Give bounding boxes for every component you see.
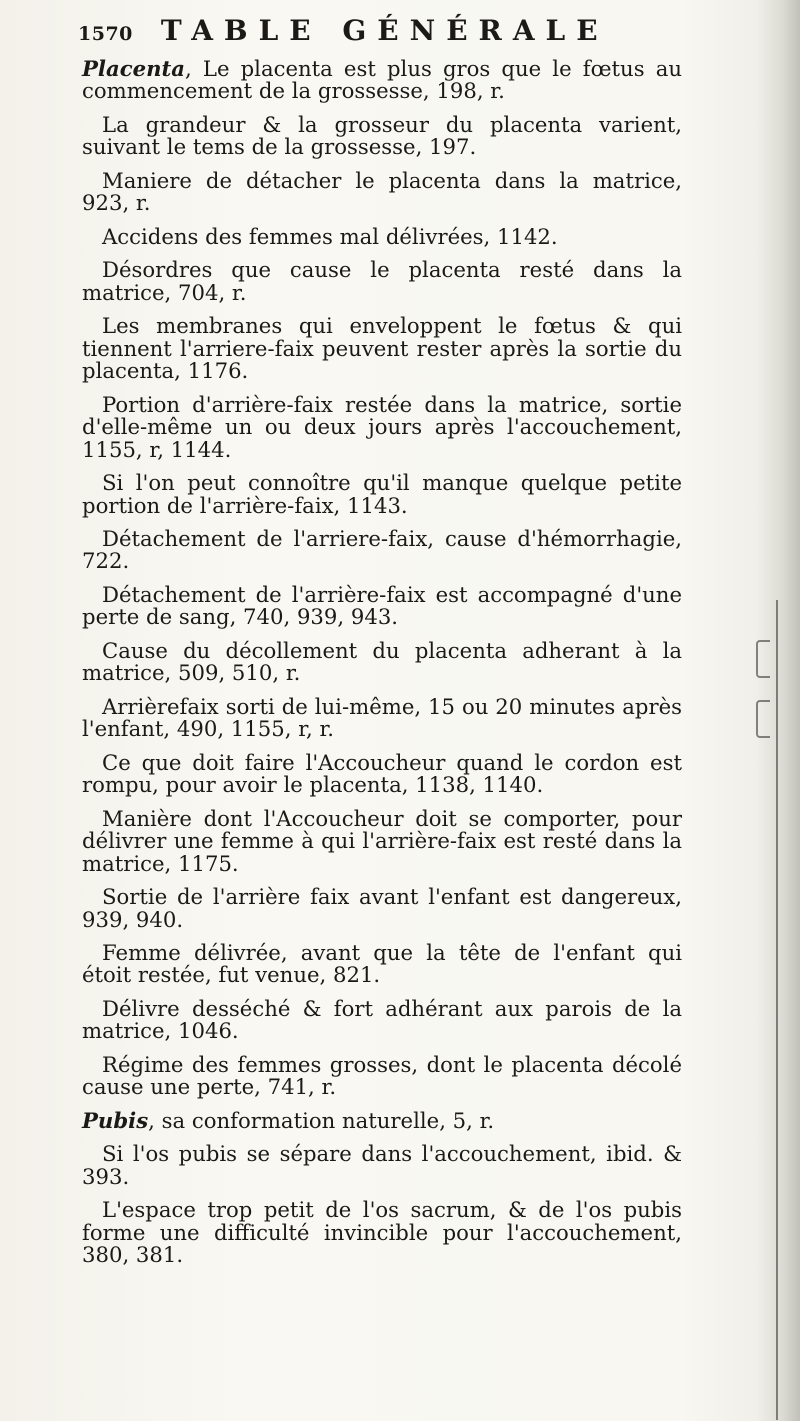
- page-header: [78, 14, 688, 50]
- index-entry: [82, 472, 682, 517]
- index-entry: [82, 805, 682, 876]
- entry-text: Manière dont l'Accoucheur doit se comporter, pour délivrer une femme à qui l'arrière-faix est resté dans la matrice, 1175.: [82, 805, 682, 876]
- index-entry: [82, 1107, 682, 1133]
- entry-text: Maniere de détacher le placenta dans la matrice, 923, r.: [82, 167, 682, 216]
- entry-text: Arrièrefaix sorti de lui-même, 15 ou 20 minutes après l'enfant, 490, 1155, r, r.: [82, 693, 682, 742]
- entry-text: L'espace trop petit de l'os sacrum, & de l'os pubis forme une difficulté invincible pour l'accouchement, 380, 381.: [82, 1197, 682, 1268]
- index-entry: [82, 1143, 682, 1188]
- index-entry: [82, 259, 682, 304]
- entry-headword: Pubis: [82, 1107, 149, 1133]
- entry-text: Ce que doit faire l'Accoucheur quand le cordon est rompu, pour avoir le placenta, 1138, 1140.: [82, 749, 682, 798]
- entry-text: Régime des femmes grosses, dont le placenta décolé cause une perte, 741, r.: [82, 1051, 682, 1100]
- index-entry: [82, 391, 682, 462]
- entry-headword: Placenta: [82, 56, 186, 81]
- entry-text: , sa conformation naturelle, 5, r.: [148, 1107, 495, 1133]
- entry-text: Sortie de l'arrière faix avant l'enfant est dangereux, 939, 940.: [82, 884, 682, 932]
- entry-text: La grandeur & la grosseur du placenta varient, suivant le tems de la grossesse, 197.: [82, 111, 682, 160]
- entry-text: Portion d'arrière-faix restée dans la matrice, sortie d'elle-même un ou deux jours après l'accouchement, 1155, r, 1144.: [82, 391, 682, 462]
- index-entry: [82, 693, 682, 742]
- binding-mark: [756, 700, 770, 738]
- index-entry: [82, 1051, 682, 1100]
- index-entry: [82, 315, 682, 382]
- index-entry: [82, 223, 682, 249]
- entry-text: Les membranes qui enveloppent le fœtus & qui tiennent l'arriere-faix peuvent rester après la sortie du placenta, 1176.: [82, 313, 682, 384]
- index-entry: [82, 637, 682, 686]
- entry-text: Accidens des femmes mal délivrées, 1142.: [102, 223, 558, 249]
- binding-mark: [756, 640, 770, 678]
- index-entry: [82, 942, 682, 987]
- index-entry: [82, 581, 682, 630]
- index-entry: [82, 525, 682, 574]
- entry-text: Si l'on peut connoître qu'il manque quelque petite portion de l'arrière-faix, 1143.: [82, 470, 682, 518]
- entry-text: , Le placenta est plus gros que le fœtus au commencement de la grossesse, 198, r.: [82, 56, 682, 104]
- index-entry: [82, 995, 682, 1044]
- entry-text: Détachement de l'arrière-faix est accompagné d'une perte de sang, 740, 939, 943.: [82, 581, 682, 630]
- index-entry: [82, 886, 682, 931]
- entry-text: Délivre desséché & fort adhérant aux parois de la matrice, 1046.: [82, 995, 682, 1044]
- page-edge-line: [776, 600, 778, 1420]
- page-number: 1570: [78, 23, 133, 45]
- index-entry: [82, 749, 682, 798]
- entry-text: Femme délivrée, avant que la tête de l'enfant qui étoit restée, fut venue, 821.: [82, 940, 682, 988]
- entry-text: Si l'os pubis se sépare dans l'accouchement, ibid. & 393.: [82, 1141, 682, 1189]
- entry-text: Cause du décollement du placenta adherant à la matrice, 509, 510, r.: [82, 637, 682, 686]
- entry-text: Désordres que cause le placenta resté dans la matrice, 704, r.: [82, 257, 682, 305]
- running-title: TABLE GÉNÉRALE: [160, 14, 609, 47]
- entry-text: Détachement de l'arriere-faix, cause d'hémorrhagie, 722.: [82, 525, 682, 574]
- index-entry: [82, 1199, 682, 1266]
- index-entry: [82, 111, 682, 160]
- index-column: [82, 58, 682, 1278]
- index-entry: [82, 167, 682, 216]
- index-entry: [82, 58, 682, 103]
